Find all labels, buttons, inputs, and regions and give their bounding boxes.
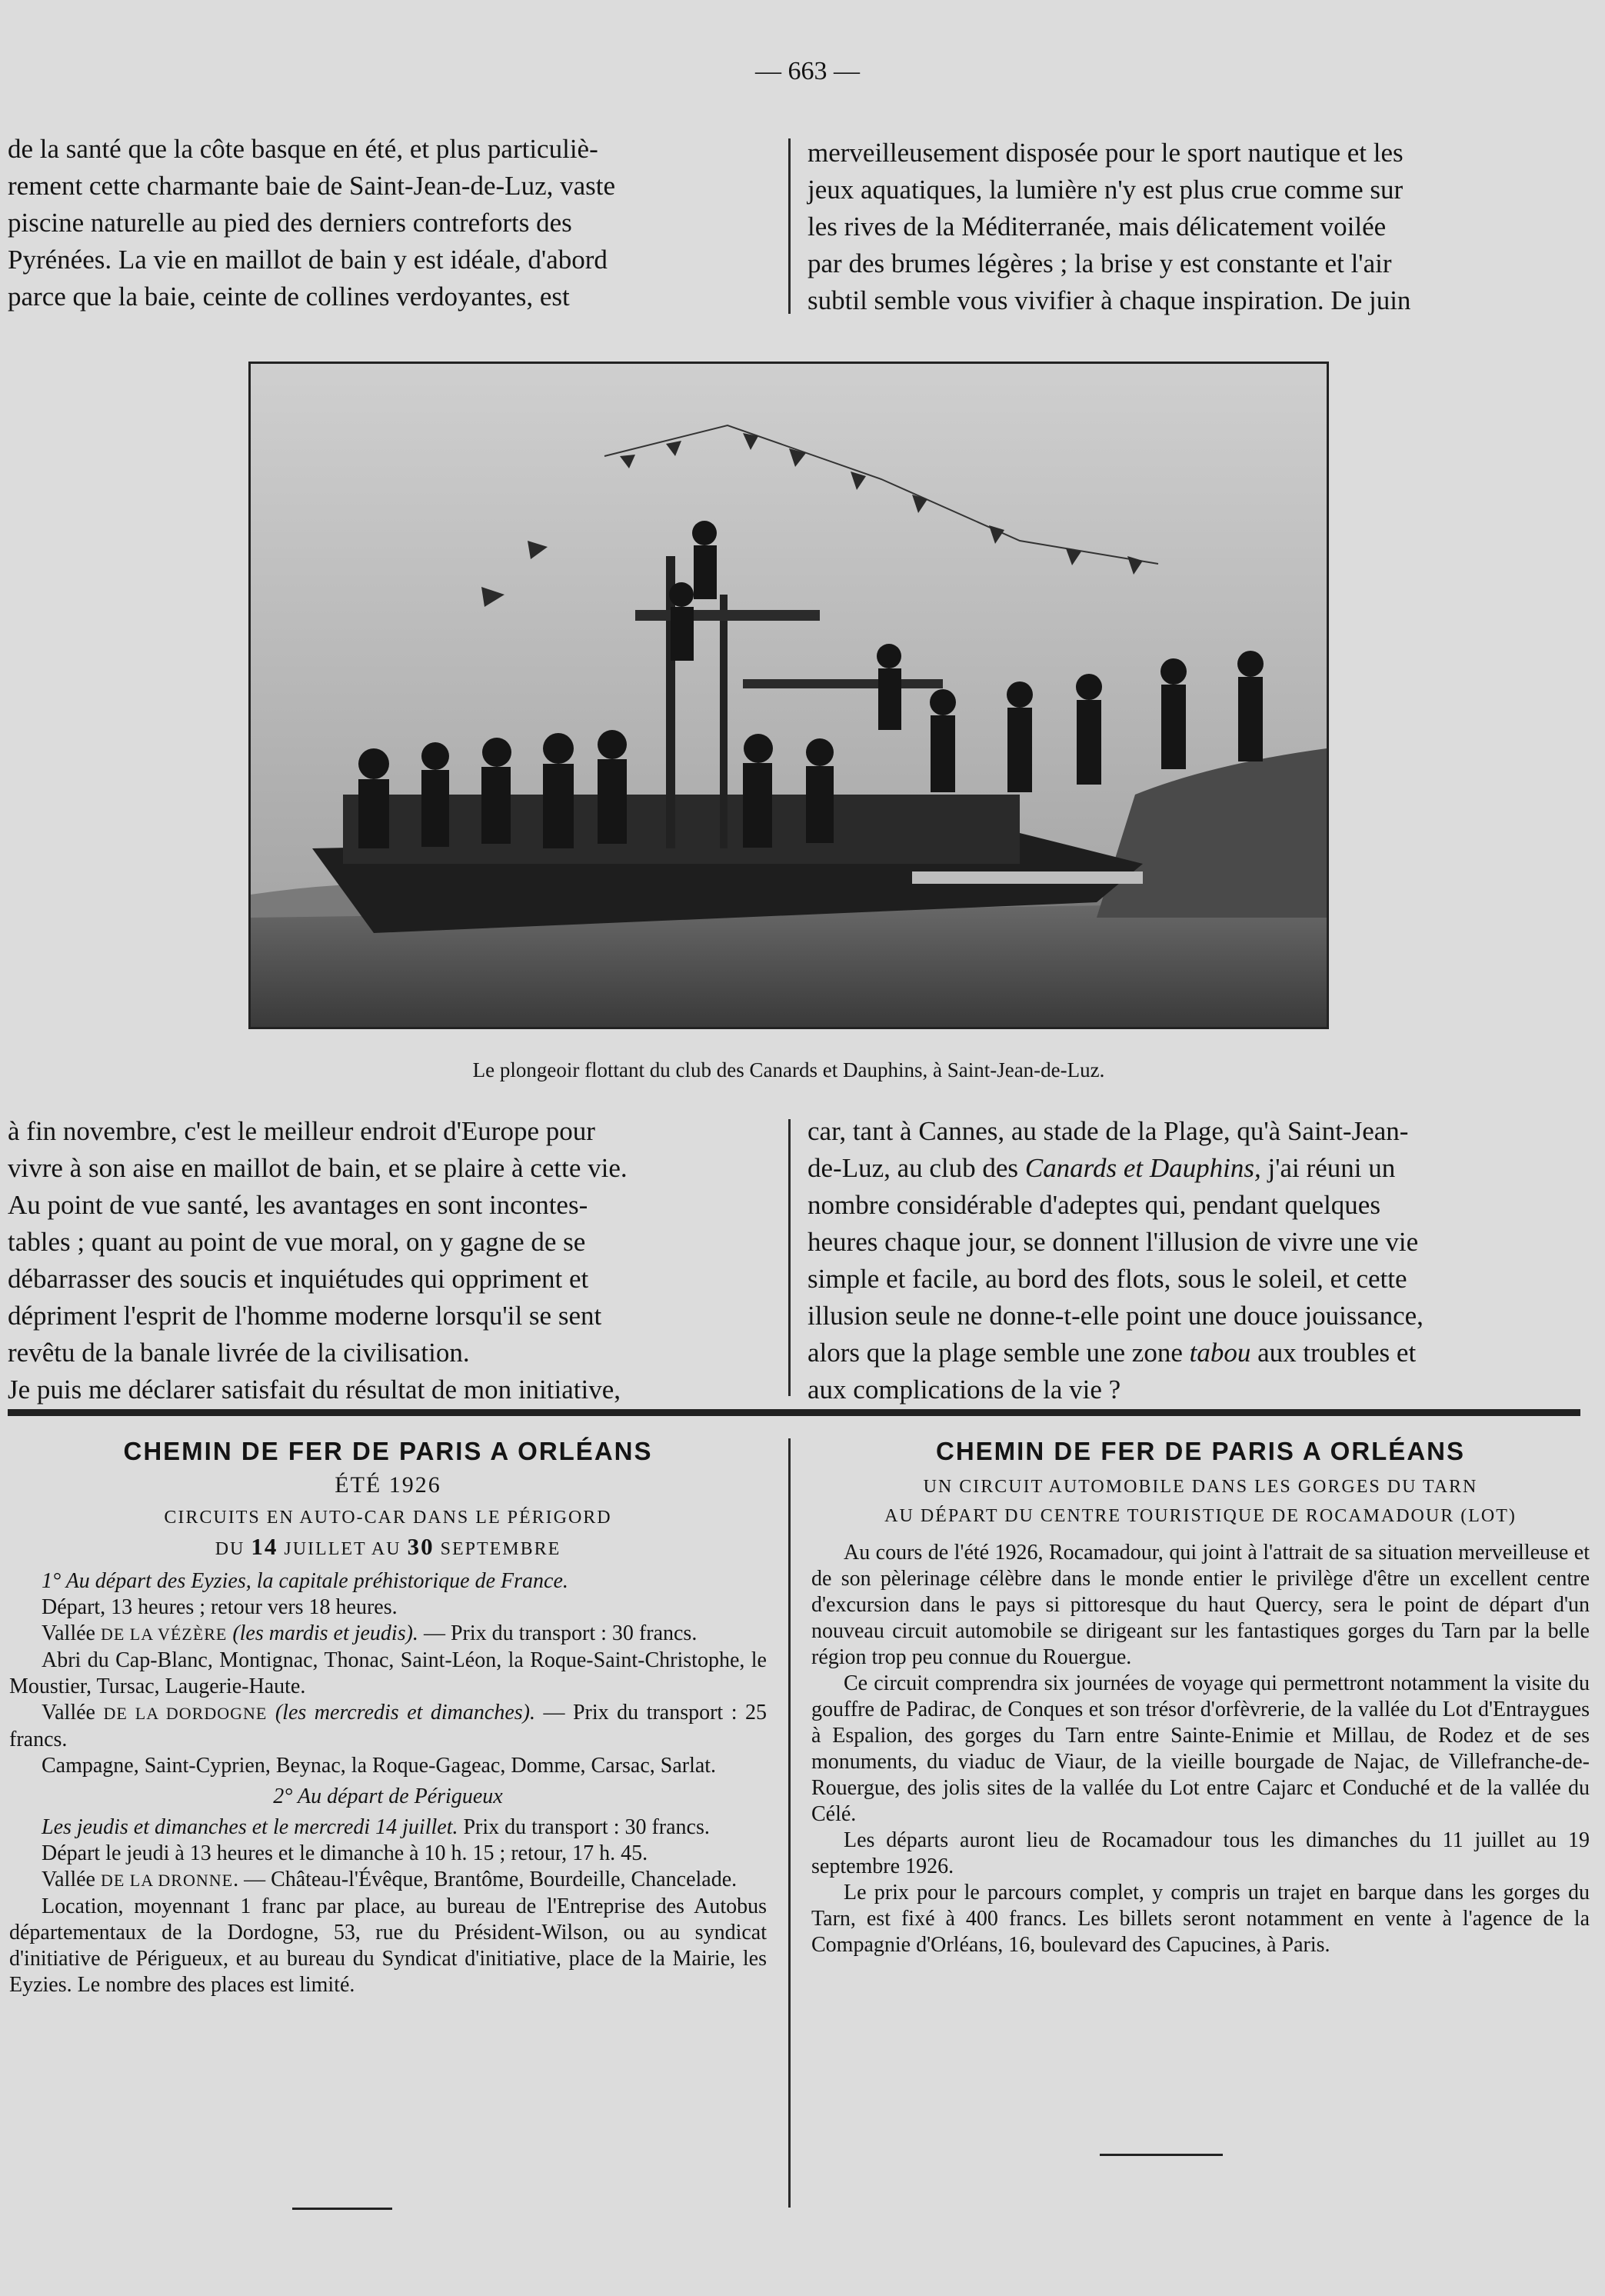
text-line: merveilleusement disposée pour le sport nautique et les [807, 138, 1404, 168]
text-run: Les jeudis et dimanches et le mercredi 14 juillet. [42, 1815, 458, 1839]
text-run: Vallée [42, 1868, 101, 1891]
text-line: les rives de la Méditerranée, mais délicatement voilée [807, 212, 1387, 242]
text-run: . — Château-l'Évêque, Brantôme, Bourdeille, Chancelade. [233, 1868, 738, 1891]
ad-paragraph: Location, moyennant 1 franc par place, au bureau de l'Entreprise des Autobus départementaux de la Dordogne, 53, rue du Président-Wilson, ou au syndicat d'initiative de Périgueux, et au bureau du Syndicat d'initiative, place de la Mairie, les Eyzies. Le nombre des places est limité. [9, 1894, 767, 1997]
text-line: piscine naturelle au pied des derniers contreforts des [8, 208, 572, 238]
text-line: jeux aquatiques, la lumière n'y est plus crue comme sur [807, 175, 1404, 205]
ad-paragraph: Départ le jeudi à 13 heures et le dimanche à 10 h. 15 ; retour, 17 h. 45. [42, 1841, 648, 1865]
text-line [807, 1335, 1590, 1371]
text-line: heures chaque jour, se donnent l'illusion de vivre une vie [807, 1227, 1419, 1257]
photo-caption: Le plongeoir flottant du club des Canards et Dauphins, à Saint-Jean-de-Luz. [472, 1058, 1105, 1081]
text-line: dépriment l'esprit de l'homme moderne lorsqu'il se sent [8, 1301, 602, 1331]
text-line: de la santé que la côte basque en été, et plus particuliè- [8, 134, 598, 164]
top-right-column [807, 135, 1590, 319]
valley-name: DE LA DORDOGNE [103, 1704, 268, 1723]
ad-paragraph: Départ, 13 heures ; retour vers 18 heures. [42, 1595, 398, 1619]
top-left-column [8, 131, 763, 315]
ad-subtitle: CIRCUITS EN AUTO-CAR DANS LE PÉRIGORD [164, 1508, 612, 1528]
ad-paragraph [9, 1700, 767, 1753]
ad-paragraph: Au cours de l'été 1926, Rocamadour, qui joint à l'attrait de sa situation merveilleuse et de son pèlerinage célèbre dans le monde entier le privilège d'être un excellent centre d'excursion dans le pays si pittoresque du haut Quercy, sera le point de départ d'un nouveau circuit automobile se dirigeant sur les fantastiques gorges du Tarn par la belle région trop peu connue du Rouergue. [811, 1541, 1590, 1669]
text-run: SEPTEMBRE [434, 1539, 561, 1559]
section-divider [8, 1409, 1580, 1416]
ad-paragraph: Campagne, Saint-Cyprien, Beynac, la Roque-Gageac, Domme, Carsac, Sarlat. [42, 1754, 717, 1778]
text-run: — Prix du transport : 25 francs. [9, 1701, 767, 1751]
ad-paragraph: Les départs auront lieu de Rocamadour tous les dimanches du 11 juillet au 19 septembre 1926. [811, 1828, 1590, 1878]
text-run: (les mardis et jeudis). [227, 1621, 418, 1645]
text-run: aux troubles et [1250, 1338, 1417, 1368]
ad-dates [9, 1534, 767, 1562]
text-line: illusion seule ne donne-t-elle point une douce jouissance, [807, 1301, 1424, 1331]
text-line: nombre considérable d'adeptes qui, pendant quelques [807, 1190, 1380, 1220]
ad-subtitle: UN CIRCUIT AUTOMOBILE DANS LES GORGES DU TARN [923, 1477, 1478, 1497]
column-divider [788, 138, 791, 314]
date-number: 30 [407, 1533, 435, 1560]
column-divider [788, 1119, 791, 1396]
ad-paragraph: 1° Au départ des Eyzies, la capitale préhistorique de France. [42, 1569, 568, 1593]
left-advertisement [9, 1438, 767, 1998]
ad-title: CHEMIN DE FER DE PARIS A ORLÉANS [123, 1437, 653, 1465]
text-line: Au point de vue santé, les avantages en sont incontes- [8, 1190, 588, 1220]
text-line: car, tant à Cannes, au stade de la Plage, qu'à Saint-Jean- [807, 1116, 1409, 1146]
end-rule [292, 2208, 392, 2210]
text-line: parce que la baie, ceinte de collines verdoyantes, est [8, 282, 570, 312]
text-line: revêtu de la banale livrée de la civilisation. [8, 1338, 470, 1368]
text-line: aux complications de la vie ? [807, 1375, 1121, 1405]
text-run: Vallée [42, 1701, 104, 1724]
text-run: — Prix du transport : 30 francs. [418, 1621, 698, 1645]
text-line: subtil semble vous vivifier à chaque inspiration. De juin [807, 285, 1411, 315]
text-run: (les mercredis et dimanches). [267, 1701, 535, 1724]
ad-section-heading: 2° Au départ de Périgueux [273, 1784, 503, 1808]
text-run: Vallée [42, 1621, 101, 1645]
text-run: j'ai réuni un [1260, 1153, 1396, 1183]
page-number: — 663 — [755, 57, 860, 85]
text-line: par des brumes légères ; la brise y est constante et l'air [807, 248, 1392, 278]
date-number: 14 [251, 1533, 278, 1560]
photo-illustration [251, 364, 1327, 1027]
text-line: simple et facile, au bord des flots, sous le soleil, et cette [807, 1264, 1407, 1294]
ad-paragraph: Abri du Cap-Blanc, Montignac, Thonac, Saint-Léon, la Roque-Saint-Christophe, le Moustier, Tursac, Laugerie-Haute. [9, 1648, 767, 1698]
emphasis-word: tabou [1189, 1338, 1251, 1368]
ad-subtitle: AU DÉPART DU CENTRE TOURISTIQUE DE ROCAMADOUR (LOT) [884, 1506, 1517, 1526]
valley-name: DE LA DRONNE [100, 1871, 234, 1890]
text-line [807, 1150, 1590, 1187]
text-run: JUILLET AU [278, 1539, 408, 1559]
text-line: rement cette charmante baie de Saint-Jean-de-Luz, vaste [8, 171, 616, 201]
right-advertisement [811, 1438, 1590, 1958]
mid-right-column [807, 1113, 1590, 1408]
text-line: tables ; quant au point de vue moral, on y gagne de se [8, 1227, 586, 1257]
text-line: à fin novembre, c'est le meilleur endroit d'Europe pour [8, 1116, 595, 1146]
valley-name: DE LA VÉZÈRE [100, 1625, 228, 1644]
diving-platform-photo [248, 362, 1329, 1029]
end-rule [1100, 2154, 1223, 2156]
ad-paragraph [9, 1621, 767, 1648]
text-line: vivre à son aise en maillot de bain, et se plaire à cette vie. [8, 1153, 628, 1183]
text-run: de-Luz, au club des [807, 1153, 1025, 1183]
text-run: Prix du transport : 30 francs. [458, 1815, 710, 1839]
ad-title: CHEMIN DE FER DE PARIS A ORLÉANS [936, 1437, 1465, 1465]
text-run: alors que la plage semble une zone [807, 1338, 1190, 1368]
text-run: DU [215, 1539, 251, 1559]
text-line: Je puis me déclarer satisfait du résultat de mon initiative, [8, 1375, 621, 1405]
text-line: Pyrénées. La vie en maillot de bain y est idéale, d'abord [8, 245, 608, 275]
column-divider [788, 1438, 791, 2208]
ad-paragraph [9, 1814, 767, 1841]
ad-paragraph: Ce circuit comprendra six journées de voyage qui permettront notamment la visite du gouffre de Padirac, de Conques et son trésor d'orfèvrerie, de la vallée du Lot d'Entraygues à Espalion, des gorges du Tarn entre Sainte-Enimie et Millau, de Rodez et de ses monuments, du viaduc de Viaur, de la vieille bourgade de Najac, de Villefranche-de-Rouergue, des jolis sites de la vallée du Lot entre Cajarc et Conduché et de la vallée du Célé. [811, 1671, 1590, 1826]
ad-paragraph [9, 1867, 767, 1894]
mid-left-column [8, 1113, 763, 1408]
club-name: Canards et Dauphins, [1024, 1153, 1261, 1183]
ad-paragraph: Le prix pour le parcours complet, y compris un trajet en barque dans les gorges du Tarn, est fixé à 400 francs. Les billets seront notamment en vente à l'agence de la Compagnie d'Orléans, 16, boulevard des Capucines, à Paris. [811, 1881, 1590, 1957]
ad-season: ÉTÉ 1926 [335, 1472, 441, 1498]
text-line: débarrasser des soucis et inquiétudes qui oppriment et [8, 1264, 589, 1294]
